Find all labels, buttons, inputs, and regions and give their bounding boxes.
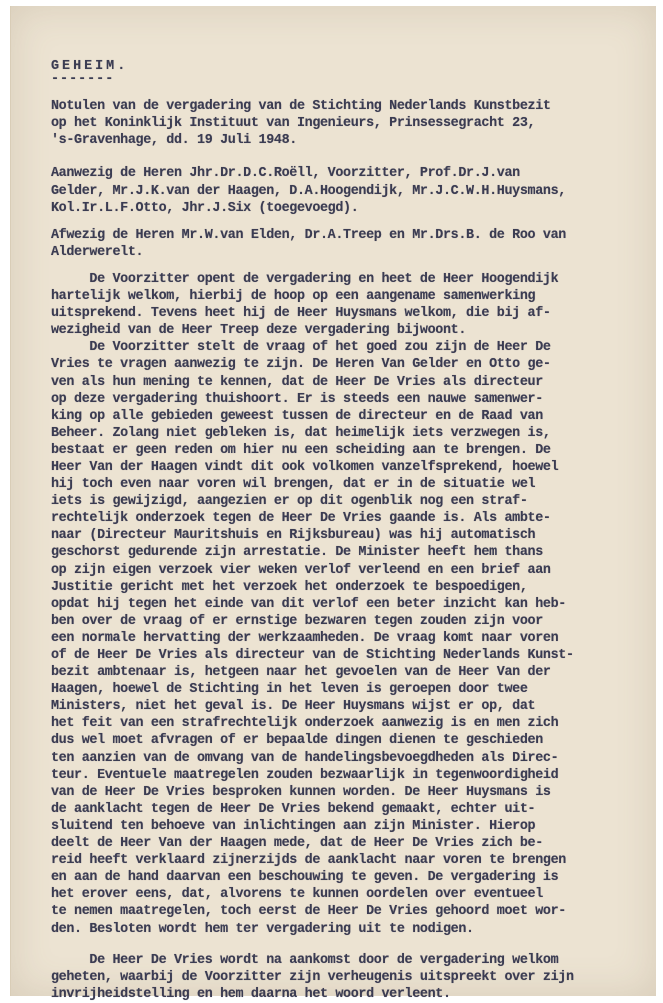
heading-underline: ------- (51, 72, 115, 88)
absent-line: Alderwerelt. (51, 244, 144, 260)
heading-secret: GEHEIM. (51, 59, 129, 74)
document-page (10, 6, 656, 1002)
closing-line: geheten, waarbij de Voorzitter zijn verheugenis uitspreekt over zijn (51, 969, 574, 985)
body-line: ten aanzien van de omvang van de handelingsbevoegdheden als Direc- (51, 750, 559, 766)
absent-members (51, 227, 641, 261)
body-line: den. Besloten wordt hem ter vergadering uit te nodigen. (51, 921, 474, 937)
body-line: king op alle gebieden geweest tussen de directeur en de Raad van (51, 408, 543, 424)
title-line: 's-Gravenhage, dd. 19 Juli 1948. (51, 133, 297, 149)
body-line: Justitie gericht met het verzoek het onderzoek te bespoedigen, (51, 579, 528, 595)
body-line: Vries te vragen aanwezig te zijn. De Heren Van Gelder en Otto ge- (51, 357, 551, 373)
body-line: sluitend ten behoeve van inlichtingen aan zijn Minister. Hierop (51, 818, 536, 834)
body-line: op zijn eigen verzoek vier weken verlof verleend en een brief aan (51, 562, 551, 578)
minutes-closing (51, 952, 641, 1003)
typed-text (51, 58, 641, 1003)
body-line: hartelijk welkom, hierbij de hoop op een aangename samenwerking (51, 289, 536, 305)
body-line: Heer Van der Haagen vindt dit ook volkomen vanzelfsprekend, hoewel (51, 459, 559, 475)
body-line: op deze vergadering thuishoort. Er is steeds een nauwe samenwer- (51, 391, 543, 407)
body-line: Haagen, hoewel de Stichting in het leven is geroepen door twee (51, 682, 528, 698)
minutes-title (51, 98, 641, 149)
body-line: uitsprekend. Tevens heet hij de Heer Huysmans welkom, die bij af- (51, 306, 551, 322)
closing-line: invrijheidstelling en hem daarna het woord verleent. (51, 986, 451, 1002)
body-line: of de Heer De Vries als directeur van de Stichting Nederlands Kunst- (51, 648, 574, 663)
body-line: het erover eens, dat, alvorens te kunnen oordelen over eventueel (51, 887, 543, 903)
title-line: op het Koninklijk Instituut van Ingenieurs, Prinsessegracht 23, (51, 116, 536, 132)
body-line: de aanklacht tegen de Heer De Vries bekend gemaakt, echter uit- (51, 801, 536, 817)
body-line: deelt de Heer Van der Haagen mede, dat de Heer De Vries zich be- (51, 836, 543, 852)
body-line: De Voorzitter opent de vergadering en heet de Heer Hoogendijk (51, 271, 559, 287)
body-line: hij toch even naar voren wil brengen, dat er in de situatie wel (51, 477, 536, 493)
body-line: bestaat er geen reden om hier nu een scheiding aan te brengen. De (51, 442, 551, 458)
body-line: wezigheid van de Heer Treep deze vergadering bijwoont. (51, 323, 467, 339)
body-line: Ministers, niet het geval is. De Heer Huysmans wijst er op, dat (51, 699, 536, 715)
present-line: Kol.Ir.L.F.Otto, Jhr.J.Six (toegevoegd). (51, 200, 359, 216)
body-line: te nemen maatregelen, toch eerst de Heer De Vries gehoord moet wor- (51, 904, 566, 920)
present-line: Gelder, Mr.J.K.van der Haagen, D.A.Hoogendijk, Mr.J.C.W.H.Huysmans, (51, 183, 566, 199)
body-line: het feit van een strafrechtelijk onderzoek aanwezig is en men zich (51, 716, 559, 732)
closing-line: De Heer De Vries wordt na aankomst door de vergadering welkom (51, 952, 559, 968)
body-line: van de Heer De Vries besproken kunnen worden. De Heer Huysmans is (51, 784, 551, 800)
body-line: en aan de hand daarvan een beschouwing te geven. De vergadering is (51, 870, 559, 886)
body-line: naar (Directeur Mauritshuis en Rijksbureau) was hij automatisch (51, 528, 536, 544)
body-line: bezit ambtenaar is, hetgeen naar het gevoelen van de Heer Van der (51, 665, 551, 681)
minutes-body (51, 271, 641, 938)
body-line: geschorst gedurende zijn arrestatie. De Minister heeft hem thans (51, 545, 543, 561)
absent-line: Afwezig de Heren Mr.W.van Elden, Dr.A.Treep en Mr.Drs.B. de Roo van (51, 227, 566, 243)
present-members (51, 165, 641, 216)
body-line: teur. Eventuele maatregelen zouden bezwaarlijk in tegenwoordigheid (51, 767, 559, 783)
body-line: iets is gewijzigd, aangezien er op dit ogenblik nog een straf- (51, 494, 528, 510)
body-line: ben over de vraag of er ernstige bezwaren tegen zouden zijn voor (51, 613, 543, 629)
body-line: Beheer. Zolang niet gebleken is, dat heimelijk iets verzwegen is, (51, 425, 551, 441)
body-line: opdat hij tegen het einde van dit verlof een beter inzicht kan heb- (51, 596, 566, 612)
body-line: reid heeft verklaard zijnerzijds de aanklacht naar voren te brengen (51, 853, 566, 869)
title-line: Notulen van de vergadering van de Stichting Nederlands Kunstbezit (51, 99, 551, 115)
body-line: ven als hun mening te kennen, dat de Heer De Vries als directeur (51, 374, 543, 390)
body-line: De Voorzitter stelt de vraag of het goed zou zijn de Heer De (51, 340, 551, 356)
body-line: een normale hervatting der werkzaamheden. De vraag komt naar voren (51, 630, 559, 646)
body-line: dus wel moet afvragen of er bepaalde dingen dienen te geschieden (51, 733, 543, 749)
present-line: Aanwezig de Heren Jhr.Dr.D.C.Roëll, Voorzitter, Prof.Dr.J.van (51, 166, 520, 182)
body-line: rechtelijk onderzoek tegen de Heer De Vries gaande is. Als ambte- (51, 511, 551, 527)
